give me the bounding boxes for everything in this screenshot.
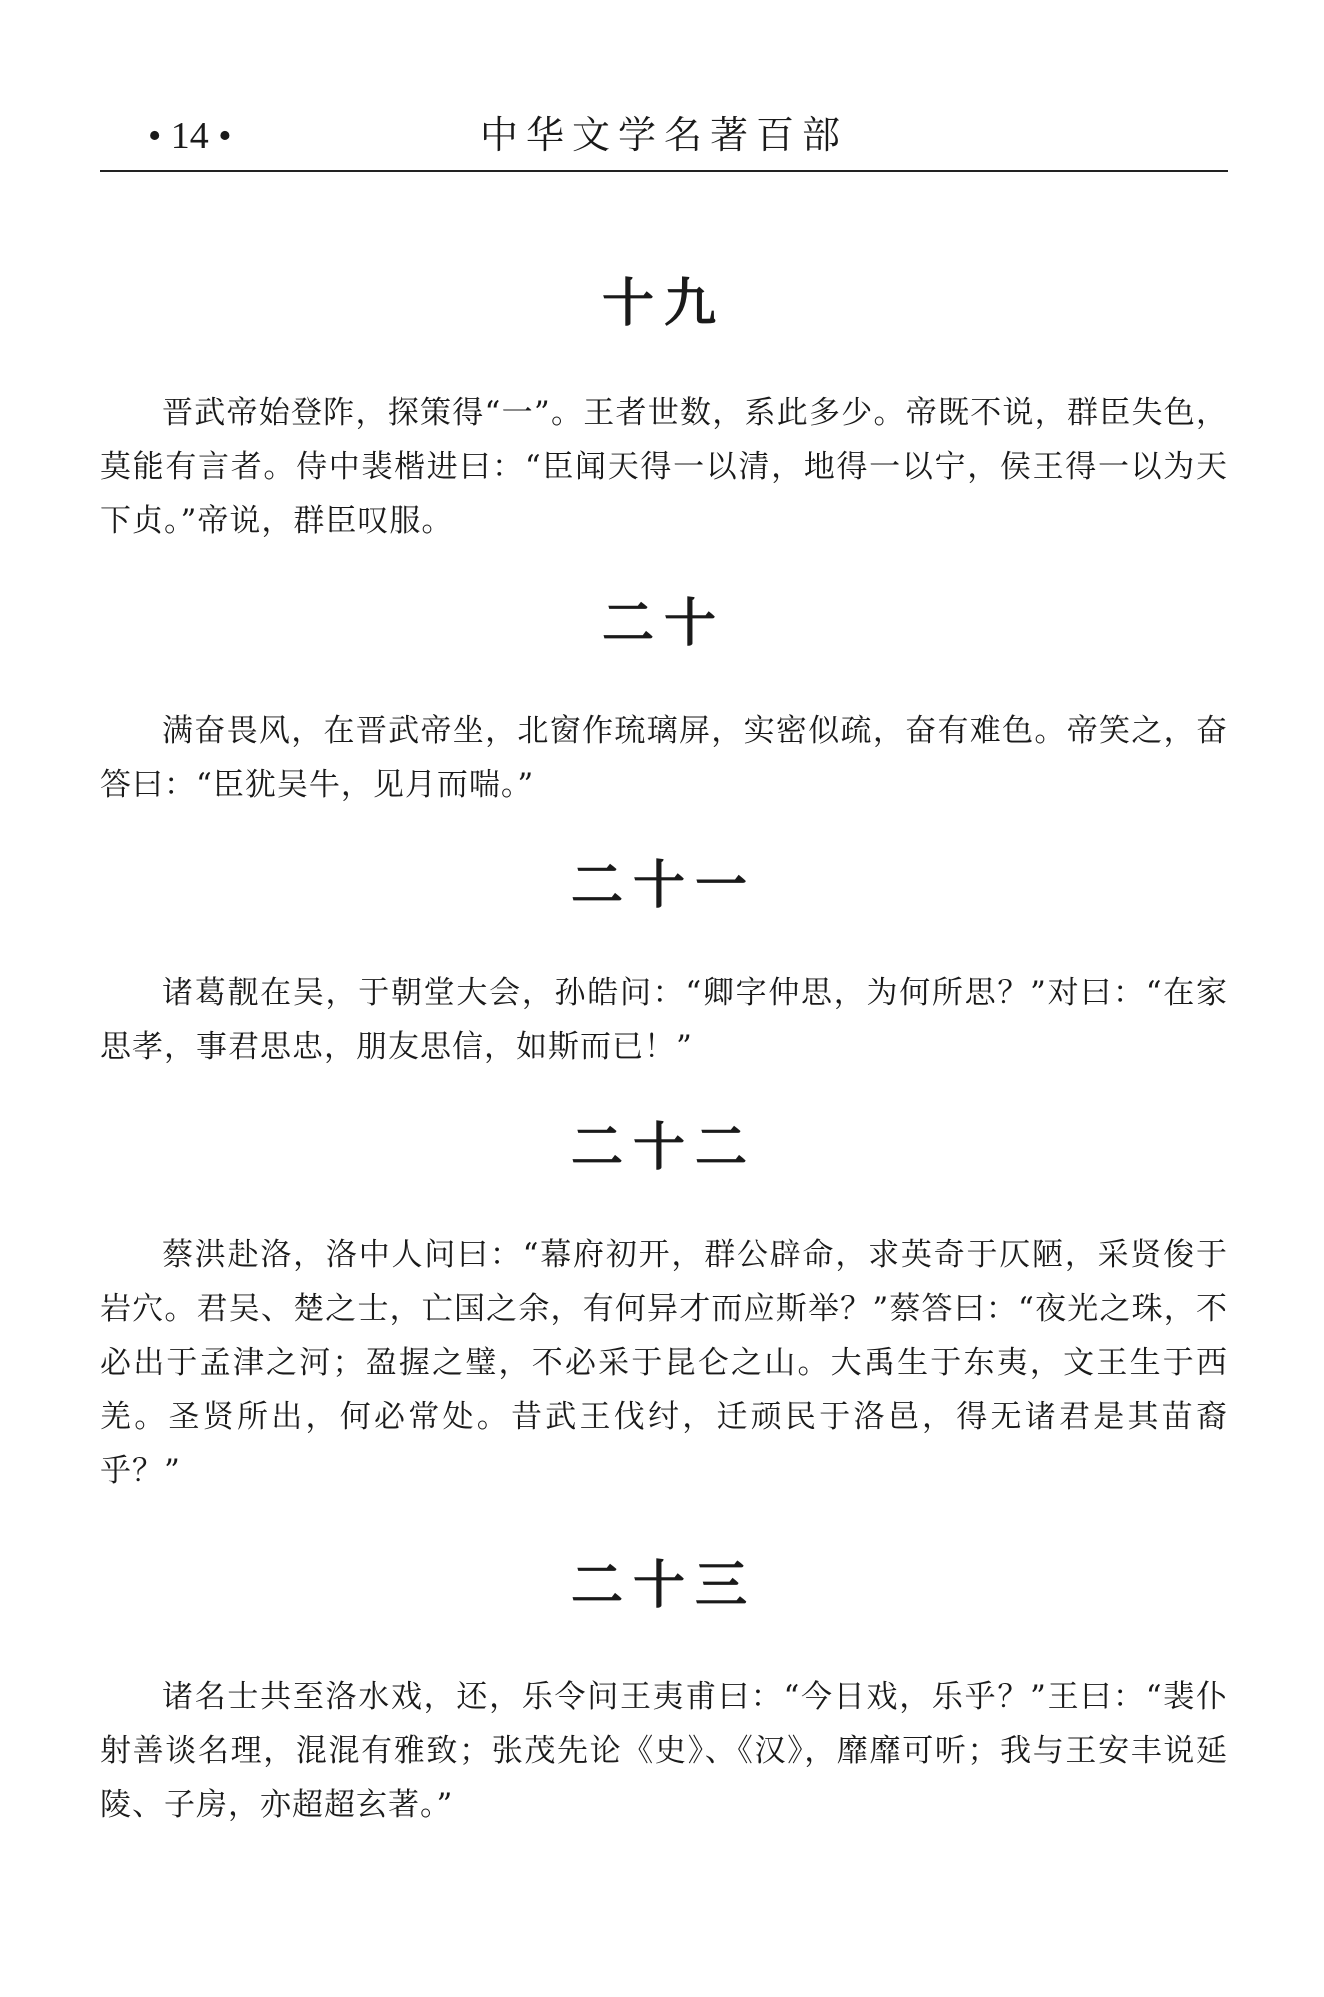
section-19: [100, 170, 1228, 548]
section-21: [100, 812, 1228, 1074]
section-heading: 二十三: [570, 1556, 757, 1616]
section-text: 诸葛靓在吴，于朝堂大会，孙皓问：“卿字仲思，为何所思？”对曰：“在家思孝，事君思忠，朋友思信，如斯而已！”: [100, 975, 1228, 1065]
section-text: 晋武帝始登阼，探策得“一”。王者世数，系此多少。帝既不说，群臣失色，莫能有言者。侍中裴楷进曰：“臣闻天得一以清，地得一以宁，侯王得一以为天下贞。”帝说，群臣叹服。: [100, 395, 1228, 539]
section-heading: 二十: [601, 594, 726, 654]
section-text: 诸名士共至洛水戏，还，乐令问王夷甫曰：“今日戏，乐乎？”王曰：“裴仆射善谈名理，混混有雅致；张茂先论《史》、《汉》，靡靡可听；我与王安丰说延陵、子房，亦超超玄著。”: [100, 1679, 1228, 1823]
section-23: [100, 1498, 1228, 1832]
section-heading: 十九: [601, 274, 726, 334]
running-title: 中华文学名著百部: [479, 113, 848, 157]
section-20: [100, 548, 1228, 812]
section-heading: 二十二: [570, 1118, 757, 1178]
section-heading: 二十一: [570, 856, 757, 916]
page-content: [100, 170, 1228, 1832]
page-header: [100, 108, 1228, 172]
section-text: 满奋畏风，在晋武帝坐，北窗作琉璃屏，实密似疏，奋有难色。帝笑之，奋答曰：“臣犹吴牛，见月而喘。”: [100, 713, 1228, 803]
page-number: • 14 •: [148, 115, 232, 157]
section-text: 蔡洪赴洛，洛中人问曰：“幕府初开，群公辟命，求英奇于仄陋，采贤俊于岩穴。君吴、楚之士，亡国之余，有何异才而应斯举？”蔡答曰：“夜光之珠，不必出于孟津之河；盈握之璧，不必采于昆仑之山。大禹生于东夷，文王生于西羌。圣贤所出，何必常处。昔武王伐纣，迁顽民于洛邑，得无诸君是其苗裔乎？”: [100, 1237, 1228, 1489]
section-22: [100, 1074, 1228, 1498]
